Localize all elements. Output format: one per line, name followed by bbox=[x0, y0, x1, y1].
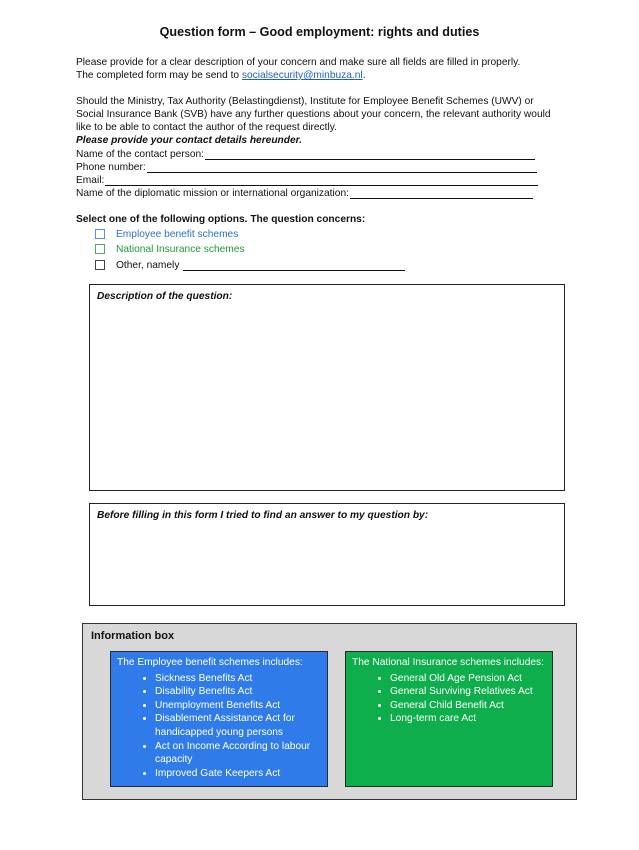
national-insurance-list bbox=[352, 672, 546, 726]
intro-line-2 bbox=[76, 69, 556, 82]
other-namely-line[interactable] bbox=[183, 260, 405, 271]
list-item: • Long-term care Act bbox=[390, 712, 546, 726]
list-item: • General Old Age Pension Act bbox=[390, 672, 546, 686]
contact-paragraph: Should the Ministry, Tax Authority (Belastingdienst), Institute for Employee Benefit Schemes (UWV) or Social Insurance Bank (SVB) have any further questions about your concern, the relevant authority would like to be able to contact the author of the request directly. bbox=[76, 96, 551, 133]
phone-number-label: Phone number: bbox=[76, 162, 146, 173]
option-national-insurance-label: National Insurance schemes bbox=[116, 243, 245, 255]
list-item: • Disability Benefits Act bbox=[155, 685, 321, 699]
information-box bbox=[82, 623, 577, 800]
employee-benefit-heading: The Employee benefit schemes includes: bbox=[117, 657, 303, 668]
contact-person-label: Name of the contact person: bbox=[76, 149, 204, 160]
phone-number-line[interactable] bbox=[147, 162, 537, 173]
email-link[interactable]: socialsecurity@minbuza.nl bbox=[241, 70, 363, 81]
option-national-insurance[interactable] bbox=[95, 242, 245, 256]
checkbox-national-insurance[interactable] bbox=[95, 244, 105, 254]
list-item: • General Surviving Relatives Act bbox=[390, 685, 546, 699]
mission-label: Name of the diplomatic mission or international organization: bbox=[76, 188, 349, 199]
prior-attempts-label: Before filling in this form I tried to find an answer to my question by: bbox=[97, 510, 429, 521]
options-heading: Select one of the following options. The question concerns: bbox=[76, 214, 366, 225]
description-label: Description of the question: bbox=[97, 291, 233, 302]
checkbox-employee-benefit[interactable] bbox=[95, 229, 105, 239]
form-title: Question form – Good employment: rights and duties bbox=[159, 25, 480, 39]
option-other[interactable] bbox=[95, 258, 405, 272]
contact-person-field[interactable] bbox=[76, 147, 535, 160]
national-insurance-panel bbox=[345, 651, 553, 787]
option-employee-benefit-label: Employee benefit schemes bbox=[116, 228, 239, 240]
option-employee-benefit[interactable] bbox=[95, 227, 238, 241]
employee-benefit-list bbox=[117, 672, 321, 781]
intro-line-1: Please provide for a clear description of your concern and make sure all fields are filled in properly. bbox=[76, 57, 521, 68]
intro-line-2-suffix: . bbox=[362, 70, 366, 81]
phone-number-field[interactable] bbox=[76, 160, 537, 173]
email-field[interactable] bbox=[76, 173, 538, 186]
list-item: • Act on Income According to labour capacity bbox=[155, 740, 321, 767]
employee-benefit-panel bbox=[110, 651, 328, 787]
description-box[interactable] bbox=[89, 284, 565, 491]
information-box-title: Information box bbox=[91, 630, 175, 642]
mission-line[interactable] bbox=[350, 188, 533, 199]
national-insurance-heading: The National Insurance schemes includes: bbox=[352, 657, 544, 668]
prior-attempts-box[interactable] bbox=[89, 503, 565, 606]
intro-paragraph bbox=[76, 56, 556, 82]
email-label: Email: bbox=[76, 175, 105, 186]
checkbox-other[interactable] bbox=[95, 260, 105, 270]
list-item: • Disablement Assistance Act for handicapped young persons bbox=[155, 712, 321, 739]
email-line[interactable] bbox=[105, 175, 538, 186]
list-item: • General Child Benefit Act bbox=[390, 699, 546, 713]
option-other-label: Other, namely bbox=[116, 259, 180, 271]
mission-field[interactable] bbox=[76, 186, 533, 199]
intro-line-2-prefix: The completed form may be send to bbox=[76, 70, 242, 81]
contact-person-line[interactable] bbox=[205, 149, 535, 160]
list-item: • Improved Gate Keepers Act bbox=[155, 767, 321, 781]
list-item: • Unemployment Benefits Act bbox=[155, 699, 321, 713]
list-item: • Sickness Benefits Act bbox=[155, 672, 321, 686]
contact-instruction: Please provide your contact details hereunder. bbox=[76, 135, 302, 146]
